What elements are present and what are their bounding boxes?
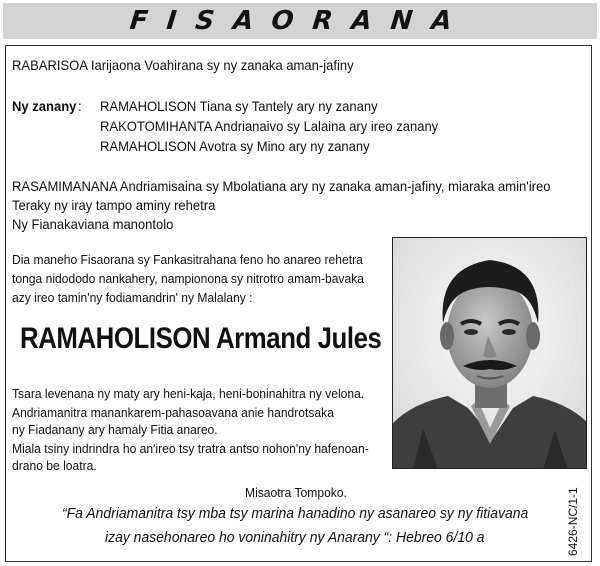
reference-code: 6426-NC/1-1 bbox=[566, 487, 580, 556]
page-title: FISAORANA bbox=[128, 6, 472, 36]
deceased-name: RAMAHOLISON Armand Jules bbox=[20, 322, 382, 355]
bible-quote-line: izay nasehonareo ho voninahitry ny Anarany “: Hebreo 6/10 a bbox=[105, 529, 485, 546]
grandchild-line: RAMAHOLISON Tiana sy Tantely ary ny zanany bbox=[100, 98, 378, 114]
closing-line: drano be loatra. bbox=[12, 458, 97, 473]
portrait-photo-icon bbox=[393, 238, 587, 469]
grandchild-line: RAMAHOLISON Avotra sy Mino ary ny zanany bbox=[100, 138, 370, 154]
thanks-line: Dia maneho Fisaorana sy Fankasitrahana feno ho anareo rehetra bbox=[12, 252, 363, 267]
bible-quote-line: “Fa Andriamanitra tsy mba tsy marina hanadino ny asanareo sy ny fitiavana bbox=[62, 505, 529, 522]
closing-line: ny Fiadanany ary hamaly Fitia anareo. bbox=[12, 422, 218, 437]
closing-line: Andriamanitra manankarem-pahasoavana anie handrotsaka bbox=[12, 405, 334, 420]
grandchildren-label: Ny zanany bbox=[12, 98, 77, 114]
grandchildren-separator: : bbox=[78, 98, 82, 114]
closing-line: Tsara levenana ny maty ary heni-kaja, heni-boninahitra ny velona. bbox=[12, 386, 365, 401]
thanks-line: tonga nidododo nankahery, nampionona sy nitrotro amam-bavaka bbox=[12, 271, 364, 286]
portrait-photo bbox=[392, 237, 587, 469]
header-banner bbox=[3, 3, 597, 39]
family-line: Ny Fianakaviana manontolo bbox=[12, 216, 174, 232]
family-line: RASAMIMANANA Andriamisaina sy Mbolatiana ary ny zanaka aman-jafiny, miaraka amin'ireo bbox=[12, 178, 551, 194]
signoff: Misaotra Tompoko. bbox=[245, 485, 347, 500]
closing-line: Miala tsiny indrindra ho an'ireo tsy tratra antso nohon'ny hafenoan- bbox=[12, 441, 369, 456]
thanks-line: azy ireo tamin'ny fodiamandrin' ny Malalany : bbox=[12, 290, 253, 305]
intro-line: RABARISOA Iarijaona Voahirana sy ny zanaka aman-jafiny bbox=[12, 57, 354, 73]
family-line: Teraky ny iray tampo aminy rehetra bbox=[12, 197, 216, 213]
grandchild-line: RAKOTOMIHANTA Andrianaivo sy Lalaina ary ireo zanany bbox=[100, 118, 439, 134]
